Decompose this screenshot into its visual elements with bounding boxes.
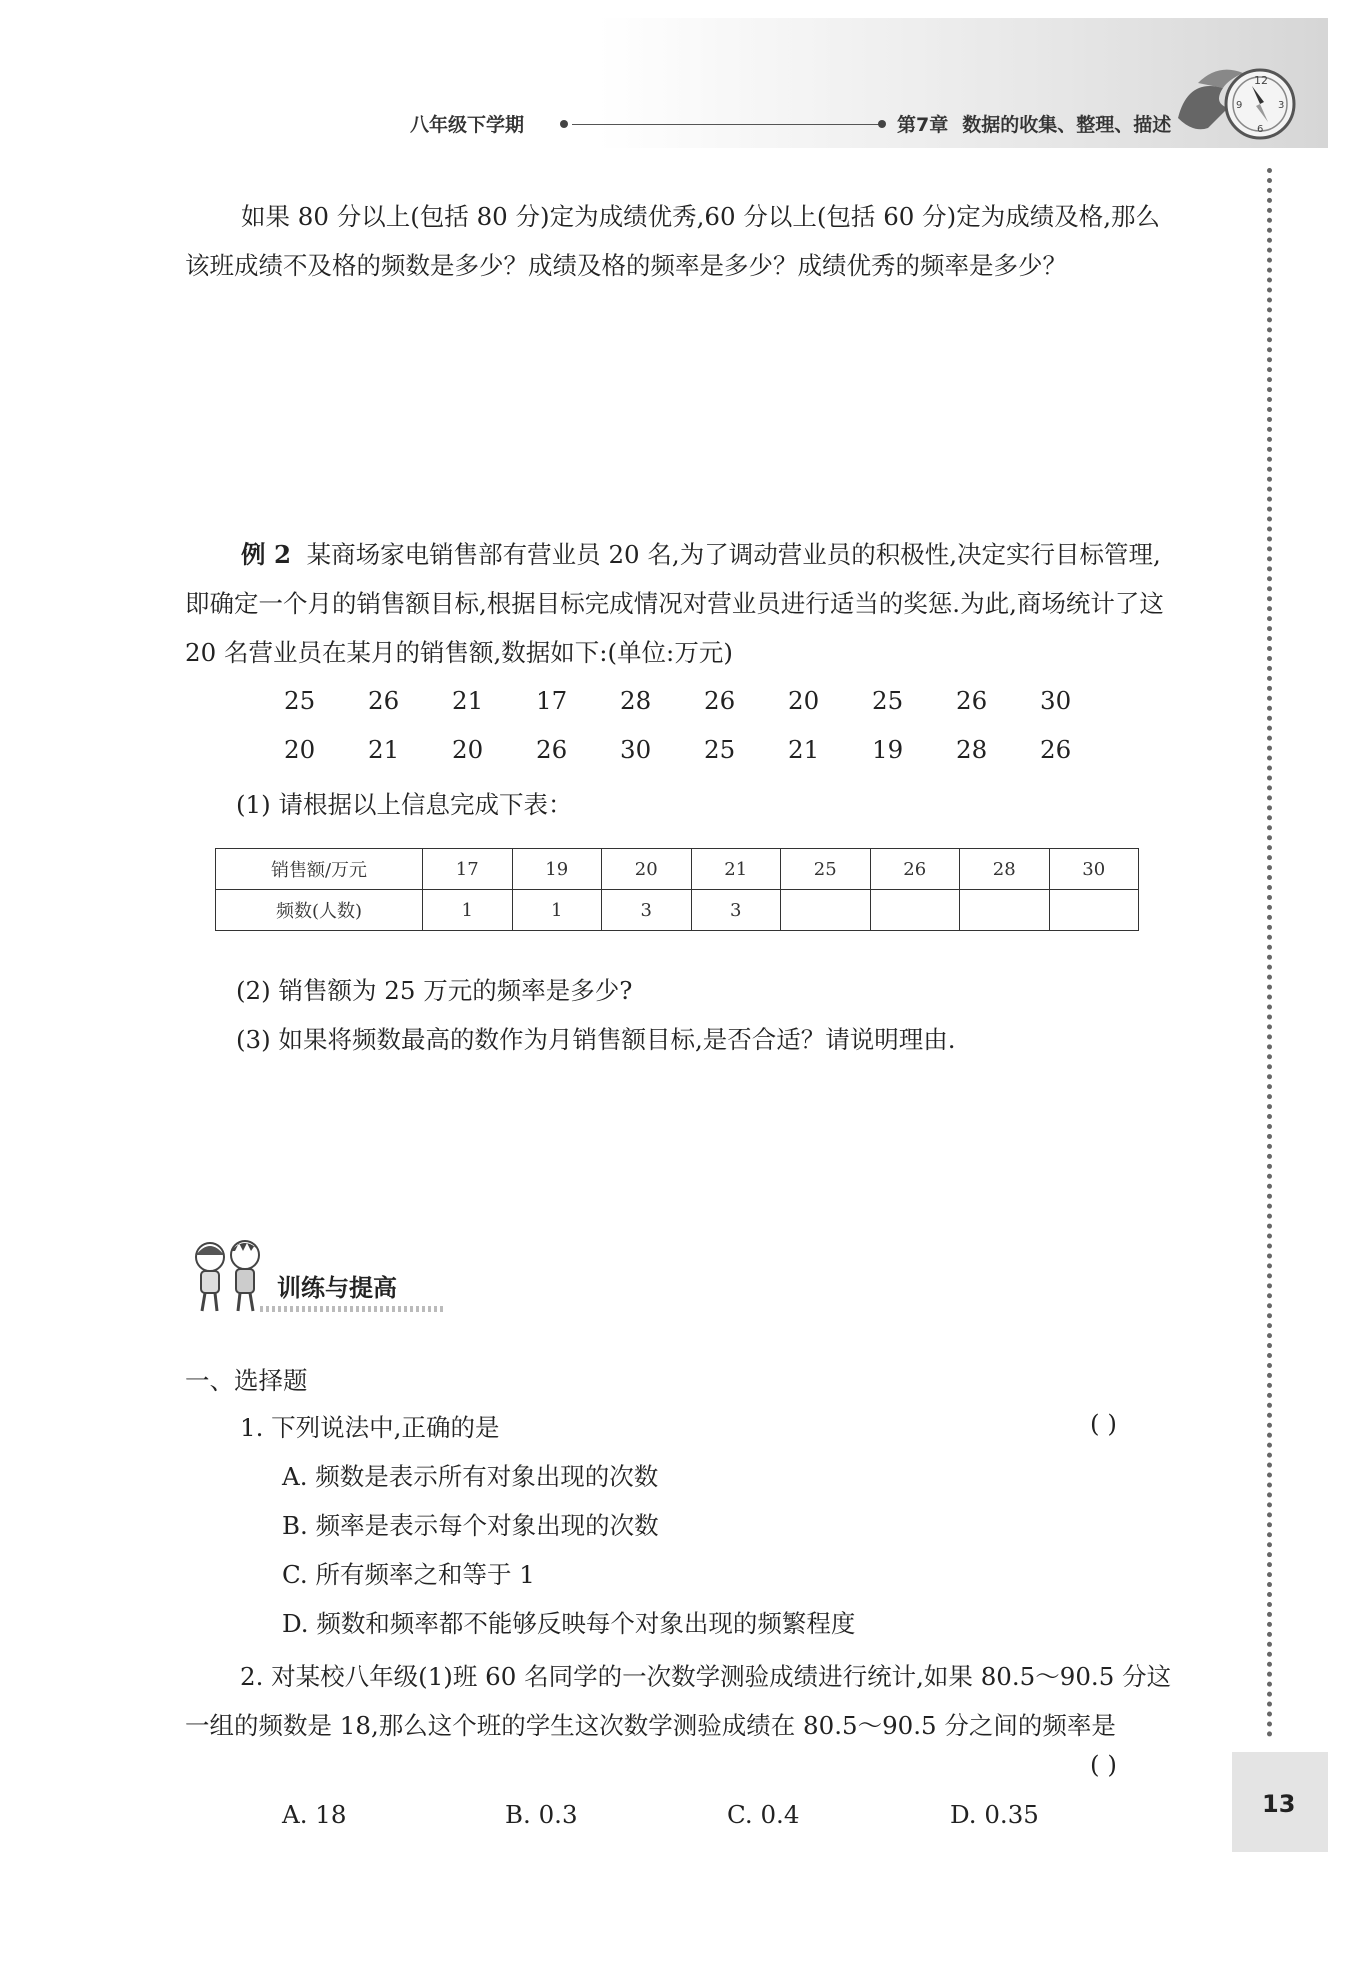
data-value: 25 (284, 686, 316, 715)
data-value: 26 (956, 686, 988, 715)
table-cell: 20 (602, 849, 692, 890)
data-value: 26 (536, 735, 568, 764)
table-cell: 25 (781, 849, 871, 890)
frequency-table (215, 848, 1139, 931)
question-1: (1) 请根据以上信息完成下表： (236, 790, 573, 819)
svg-text:3: 3 (1278, 100, 1285, 111)
mc-option-c: C. 所有频率之和等于 1 (282, 1560, 535, 1589)
example2-paragraph (185, 530, 1175, 677)
data-value: 21 (368, 735, 400, 764)
example2-text: 某商场家电销售部有营业员 20 名,为了调动营业员的积极性,决定实行目标管理,即确定一个月的销售额目标,根据目标完成情况对营业员进行适当的奖惩.为此,商场统计了这 20 名营业员在某月的销售额,数据如下:(单位:万元) (185, 540, 1164, 667)
margin-dotted-line (1267, 168, 1272, 1738)
kids-illustration-icon (185, 1235, 275, 1315)
chapter-number: 第7章 (897, 114, 949, 136)
answer-bracket-2[interactable]: ( ) (1090, 1750, 1117, 1779)
data-value: 21 (788, 735, 820, 764)
mc-question-1: 1. 下列说法中,正确的是 (240, 1413, 500, 1442)
table-cell: 28 (960, 849, 1050, 890)
mc-option-a: A. 频数是表示所有对象出现的次数 (282, 1462, 659, 1491)
table-header-cell: 销售额/万元 (216, 849, 423, 890)
data-value: 19 (872, 735, 904, 764)
data-value: 17 (536, 686, 568, 715)
data-value: 20 (452, 735, 484, 764)
data-value: 28 (620, 686, 652, 715)
mc2-option-b: B. 0.3 (505, 1800, 578, 1829)
table-cell: 3 (691, 890, 781, 931)
table-cell-blank[interactable] (1049, 890, 1139, 931)
table-cell: 17 (423, 849, 513, 890)
header-dot-left (560, 120, 568, 128)
part1-heading: 一、选择题 (185, 1366, 308, 1395)
data-value: 30 (620, 735, 652, 764)
table-cell: 19 (512, 849, 602, 890)
mc-question-2: 2. 对某校八年级(1)班 60 名同学的一次数学测验成绩进行统计,如果 80.5～90.5 分这一组的频数是 18,那么这个班的学生这次数学测验成绩在 80.5～90.5 分之间的频率是 (185, 1662, 1172, 1740)
data-value: 30 (1040, 686, 1072, 715)
section-title: 训练与提高 (277, 1274, 397, 1302)
table-row (216, 890, 1139, 931)
header-chapter (897, 110, 1185, 137)
example2-label: 例 2 (241, 540, 292, 569)
section-underline (260, 1306, 445, 1312)
data-value: 25 (704, 735, 736, 764)
mc2-option-c: C. 0.4 (727, 1800, 800, 1829)
data-value: 25 (872, 686, 904, 715)
header-dot-right (878, 120, 886, 128)
header-rule (572, 124, 882, 125)
mc2-option-d: D. 0.35 (950, 1800, 1039, 1829)
data-value: 26 (704, 686, 736, 715)
data-value: 20 (284, 735, 316, 764)
table-row (216, 849, 1139, 890)
data-value: 26 (1040, 735, 1072, 764)
mc-option-b: B. 频率是表示每个对象出现的次数 (282, 1511, 659, 1540)
mc2-option-a: A. 18 (282, 1800, 347, 1829)
table-cell: 21 (691, 849, 781, 890)
mc-option-d: D. 频数和频率都不能够反映每个对象出现的频繁程度 (282, 1609, 856, 1638)
table-cell-blank[interactable] (870, 890, 960, 931)
data-value: 28 (956, 735, 988, 764)
table-cell-blank[interactable] (781, 890, 871, 931)
svg-text:6: 6 (1257, 124, 1264, 135)
table-cell: 26 (870, 849, 960, 890)
question-2: (2) 销售额为 25 万元的频率是多少? (236, 976, 633, 1005)
question-3: (3) 如果将频数最高的数作为月销售额目标,是否合适？请说明理由. (236, 1025, 956, 1054)
header-grade: 八年级下学期 (410, 114, 525, 136)
table-header-cell: 频数(人数) (216, 890, 423, 931)
intro-paragraph: 如果 80 分以上(包括 80 分)定为成绩优秀,60 分以上(包括 60 分)定为成绩及格,那么该班成绩不及格的频数是多少？成绩及格的频率是多少？成绩优秀的频率是多少？ (185, 202, 1161, 280)
page-number: 13 (1262, 1790, 1296, 1818)
table-cell: 1 (423, 890, 513, 931)
svg-text:9: 9 (1236, 100, 1243, 111)
table-cell-blank[interactable] (960, 890, 1050, 931)
table-cell: 1 (512, 890, 602, 931)
chapter-title: 数据的收集、整理、描述 (962, 114, 1172, 136)
data-value: 20 (788, 686, 820, 715)
table-cell: 3 (602, 890, 692, 931)
data-value: 26 (368, 686, 400, 715)
runner-compass-icon (1168, 58, 1300, 148)
answer-bracket-1[interactable]: ( ) (1090, 1409, 1117, 1438)
table-cell: 30 (1049, 849, 1139, 890)
svg-text:12: 12 (1254, 74, 1268, 87)
data-value: 21 (452, 686, 484, 715)
